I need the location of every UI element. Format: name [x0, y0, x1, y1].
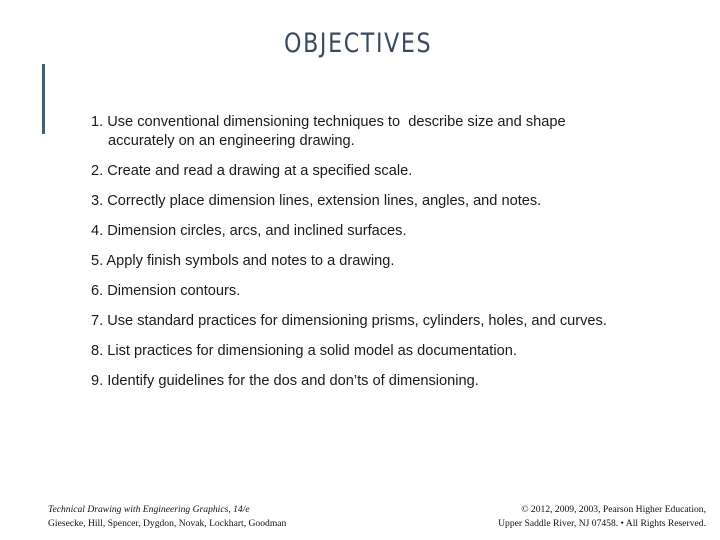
objective-item: 4. Dimension circles, arcs, and inclined surfaces. [91, 223, 407, 239]
objective-item: 6. Dimension contours. [91, 283, 241, 299]
footer-copyright-info [498, 503, 706, 531]
objectives-list [91, 113, 611, 402]
footer-publisher: Upper Saddle River, NJ 07458. • All Rights Reserved. [498, 518, 706, 529]
objective-item: 3. Correctly place dimension lines, extension lines, angles, and notes. [91, 193, 542, 209]
footer-authors: Giesecke, Hill, Spencer, Dygdon, Novak, Lockhart, Goodman [48, 518, 287, 529]
objective-item: 7. Use standard practices for dimensioning prisms, cylinders, holes, and curves. [91, 313, 607, 329]
objective-item: 1. Use conventional dimensioning techniques to describe size and shape accurately on an engineering drawing. [91, 114, 570, 149]
slide-title: OBJECTIVES [284, 28, 433, 59]
objective-item: 8. List practices for dimensioning a solid model as documentation. [91, 343, 517, 359]
footer-book-info [48, 503, 286, 531]
footer-copyright: © 2012, 2009, 2003, Pearson Higher Education, [521, 504, 706, 515]
objective-item: 9. Identify guidelines for the dos and don’ts of dimensioning. [91, 373, 479, 389]
objective-item: 2. Create and read a drawing at a specified scale. [91, 163, 413, 179]
objective-item: 5. Apply finish symbols and notes to a drawing. [91, 253, 395, 269]
footer-book-title: Technical Drawing with Engineering Graphics, 14/e [48, 504, 250, 515]
accent-bar [42, 64, 45, 134]
